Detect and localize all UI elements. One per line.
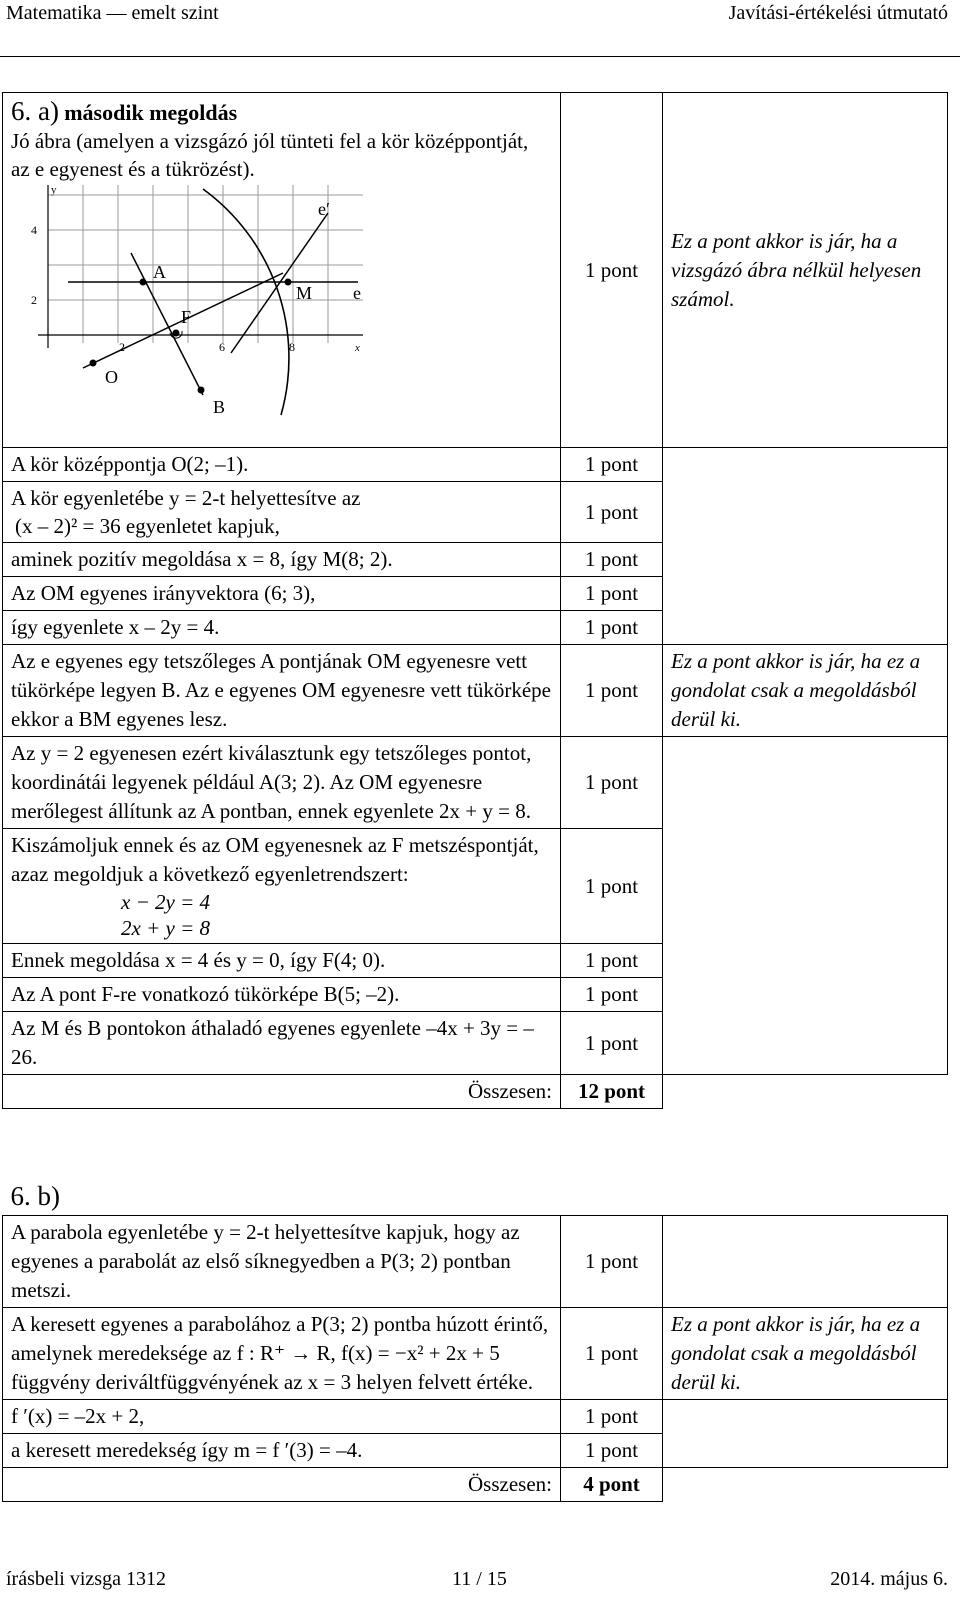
note-empty [663,1012,948,1075]
task-a-subtitle: második megoldás [64,100,238,125]
task-b-title-cell [3,1180,561,1216]
task-b-row-3-points: 1 pont [561,1400,663,1434]
task-a-row-9 [3,829,561,944]
svg-text:2: 2 [119,340,125,354]
empty [561,1180,663,1216]
task-a-row-10-text: Ennek megoldása x = 4 és y = 0, így F(4; 0). [3,944,561,978]
point-O [90,360,97,367]
task-a-row-3-points: 1 pont [561,482,663,543]
task-a-row-7-note: Ez a pont akkor is jár, ha ez a gondolat csak a megoldásból derül ki. [663,645,948,737]
header-subject: Matematika — emelt szint [6,2,219,24]
note-empty [663,737,948,829]
task-b-total-label: Összesen: [3,1468,561,1502]
task-a-row-11-points: 1 pont [561,978,663,1012]
point-B [198,387,205,394]
task-b-total-points: 4 pont [561,1468,663,1502]
svg-text:x: x [355,342,360,354]
task-a-number: 6. a) [11,96,59,126]
svg-text:A: A [153,262,166,282]
note-empty [663,829,948,944]
task-a-row-7-points: 1 pont [561,645,663,737]
svg-text:4: 4 [31,223,37,237]
equation-2: 2x + y = 8 [121,916,210,940]
point-M [285,279,292,286]
task-b-table [2,1180,948,1502]
equation-system [11,889,552,941]
note-empty [663,978,948,1012]
page-header [0,0,960,30]
header-doc-title: Javítási-értékelési útmutató [728,2,948,24]
task-a-row-1-note: Ez a pont akkor is jár, ha a vizsgázó ábra nélkül helyesen számol. [663,93,948,448]
task-a-row-4-points: 1 pont [561,543,663,577]
task-b-row-4-text: a keresett meredekség így m = f ′(3) = –4. [3,1434,561,1468]
svg-text:O: O [105,367,118,387]
task-b-row-2-note: Ez a pont akkor is jár, ha ez a gondolat csak a megoldásból derül ki. [663,1308,948,1400]
task-a-row-9-text: Kiszámoljuk ennek és az OM egyenesnek az F metszéspontját, azaz megoldjuk a következő egyenletrendszert: [11,833,539,886]
note-empty [663,543,948,577]
task-a-table [2,92,948,1109]
note-empty [663,482,948,543]
task-a-row-6-points: 1 pont [561,611,663,645]
task-a-row-5-points: 1 pont [561,577,663,611]
task-b-row-1-text: A parabola egyenletébe y = 2-t helyettesítve kapjuk, hogy az egyenes a parabolát az első síknegyedben a P(3; 2) pontban metszi. [3,1216,561,1308]
task-a-row-3-text: A kör egyenletébe y = 2-t helyettesítve az [11,486,361,510]
task-b-number: 6. b) [10,1181,60,1211]
svg-text:e′: e′ [318,199,330,219]
circle-arc [203,189,289,415]
task-a-row-12-points: 1 pont [561,1012,663,1075]
note-empty [663,1216,948,1308]
point-A [140,279,147,286]
footer-exam-code: írásbeli vizsga 1312 [6,1568,166,1590]
task-b-row-1-points: 1 pont [561,1216,663,1308]
figure-grid [48,185,363,343]
task-a-row-3 [3,482,561,543]
note-empty [663,1075,948,1109]
line-e-prime [231,213,328,353]
task-a-row-1-points: 1 pont [561,93,663,448]
header-divider [0,56,960,57]
coordinate-figure [23,183,373,423]
svg-text:6: 6 [219,340,225,354]
point-F [173,330,180,337]
task-a-row-6-text: így egyenlete x – 2y = 4. [3,611,561,645]
note-empty [663,448,948,482]
task-a-row-4-text: aminek pozitív megoldása x = 8, így M(8; 2). [3,543,561,577]
task-a-row-7-text: Az e egyenes egy tetszőleges A pontjának OM egyenesre vett tükörképe legyen B. Az e egyenes OM egyenesre vett tükörképe ekkor a BM egyenes lesz. [3,645,561,737]
svg-text:B: B [213,397,226,417]
task-a-row-10-points: 1 pont [561,944,663,978]
svg-text:e: e [353,283,361,303]
task-a-row-5-text: Az OM egyenes irányvektora (6; 3), [3,577,561,611]
task-a-total-label: Összesen: [3,1075,561,1109]
footer-date: 2014. május 6. [830,1568,948,1590]
task-a-row-8-text: Az y = 2 egyenesen ezért kiválasztunk egy tetszőleges pontot, koordinátái legyenek például A(3; 2). Az OM egyenesre merőlegest állítunk az A pontban, ennek egyenlete 2x + y = 8. [3,737,561,829]
task-a-row-1-text: Jó ábra (amelyen a vizsgázó jól tünteti fel a kör középpontját, az e egyenest és a tükrözést). [11,129,529,181]
task-b-row-4-points: 1 pont [561,1434,663,1468]
note-empty [663,1400,948,1434]
task-b-row-2-text: A keresett egyenes a parabolához a P(3; 2) pontba húzott érintő, amelynek meredeksége az f : R⁺ → R, f(x) = −x² + 2x + 5 függvény deriváltfüggvényének az x = 3 helyen felvett értéke. [3,1308,561,1400]
svg-text:M: M [296,283,313,303]
task-a-total-points: 12 pont [561,1075,663,1109]
task-a-row-2-points: 1 pont [561,448,663,482]
svg-text:8: 8 [289,340,295,354]
equation-1: x − 2y = 4 [121,890,210,914]
empty [663,1180,948,1216]
svg-text:2: 2 [31,293,37,307]
task-a-row-11-text: Az A pont F-re vonatkozó tükörképe B(5; –2). [3,978,561,1012]
line-AB [131,253,203,395]
task-a-row-3-formula: (x – 2)² = 36 egyenletet kapjuk, [15,514,280,538]
svg-text:F: F [181,307,192,327]
task-a-row-9-points: 1 pont [561,829,663,944]
task-b-row-2-points: 1 pont [561,1308,663,1400]
task-a-row-8-points: 1 pont [561,737,663,829]
task-a-row-12-text: Az M és B pontokon áthaladó egyenes egyenlete –4x + 3y = –26. [3,1012,561,1075]
task-a-intro-cell [3,93,561,448]
svg-text:y: y [51,184,57,196]
empty [663,1468,948,1502]
task-a-row-2-text: A kör középpontja O(2; –1). [3,448,561,482]
footer-page-number: 11 / 15 [452,1568,507,1590]
note-empty [663,944,948,978]
task-b-row-3-text: f ′(x) = –2x + 2, [3,1400,561,1434]
note-empty [663,611,948,645]
note-empty [663,577,948,611]
note-empty [663,1434,948,1468]
